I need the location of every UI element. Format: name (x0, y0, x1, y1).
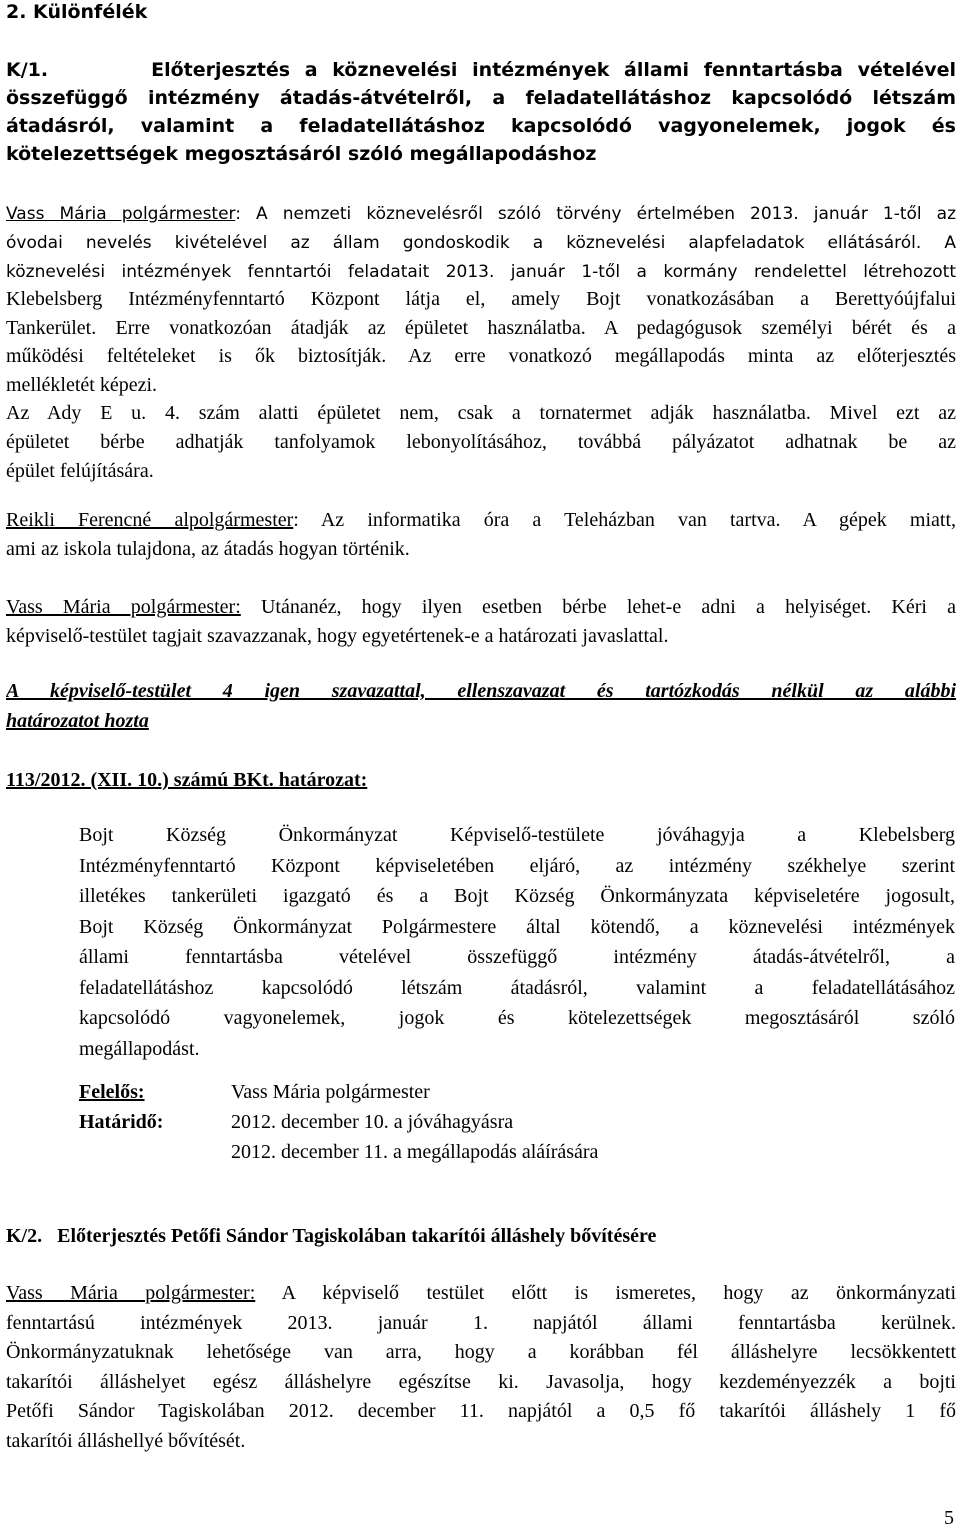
resolution-text (79, 820, 955, 1064)
k1-p1-line-9: épületet bérbe adhatják tanfolyamok lebonyolításához, továbbá pályázatot adhatnak be az (6, 430, 956, 453)
deadline-values (231, 1107, 598, 1167)
resolution-line-5: állami fenntartásba vételével összefüggő intézmény átadás-átvételről, a (79, 946, 955, 968)
deadline-value-1: 2012. december 10. a jóváhagyásra (231, 1111, 514, 1133)
k2-line-2: fenntartású intézmények 2013. január 1. napjától állami fenntartásba kerülnek. (6, 1311, 956, 1334)
vote-statement (6, 676, 956, 745)
k2-line-1-text: A képviselő testület előtt is ismeretes, hogy az önkormányzati (255, 1282, 956, 1304)
k1-p1-line-1-text: : A nemzeti köznevelésről szóló törvény értelmében 2013. január 1-től az (235, 204, 956, 224)
k2-title-text: Előterjesztés Petőfi Sándor Tagiskolában takarítói álláshely bővítésére (57, 1225, 657, 1247)
k1-p3-line-2: képviselő-testület tagjait szavazzanak, hogy egyetértenek-e a határozati javaslattal. (6, 625, 669, 647)
k1-p1-line-3: köznevelési intézmények fenntartói feladatait 2013. január 1-től a kormány rendelettel létrehozott (6, 262, 956, 282)
k1-p1-line-5: Tankerület. Erre vonatkozóan átadják az épületet használatba. A pedagógusok személyi bérét és a (6, 316, 956, 339)
k1-p2-speaker: Reikli Ferencné alpolgármester (6, 509, 294, 531)
k2-line-1 (6, 1279, 956, 1309)
k1-title-line-1-text: Előterjesztés a köznevelési intézmények állami fenntartásba vételével (151, 59, 956, 81)
k1-title-line-2: összefüggő intézmény átadás-átvételről, a feladatellátáshoz kapcsolódó létszám (6, 87, 956, 109)
k1-p1-line-10: épület felújítására. (6, 459, 154, 482)
k1-title (6, 56, 956, 168)
k1-p1-line-6: működési feltételeket is ők biztosítják. Az erre vonatkozó megállapodás minta az előterjesztés (6, 345, 956, 368)
resolution-line-8: megállapodást. (79, 1037, 200, 1060)
resolution-line-3: illetékes tankerületi igazgató és a Bojt Község Önkormányzata képviseletére jogosult, (79, 885, 955, 907)
k2-title (6, 1222, 656, 1250)
k2-paragraph (6, 1279, 956, 1456)
k1-p1-speaker: Vass Mária polgármester (6, 204, 236, 224)
k2-number: K/2. (6, 1225, 43, 1247)
k1-p1-line-2: óvodai nevelés kivételével az állam gondoskodik a köznevelési alapfeladatok ellátásáról. A (6, 233, 956, 253)
k1-paragraph-2 (6, 506, 956, 564)
k2-line-4: takarítói álláshelyet egész álláshelyre egészítse ki. Javasolja, hogy kezdeményezzék a bojti (6, 1370, 956, 1393)
k1-title-line-3: átadásról, valamint a feladatellátáshoz kapcsolódó vagyonelemek, jogok és (6, 115, 956, 137)
k1-title-line-4: kötelezettségek megosztásáról szóló megállapodáshoz (6, 143, 597, 165)
k1-title-line-1 (6, 56, 956, 84)
k1-p1-line-7: mellékletét képezi. (6, 373, 158, 396)
k2-speaker: Vass Mária polgármester: (6, 1282, 256, 1304)
vote-line-2: határozatot hozta (6, 710, 149, 732)
responsible-label: Felelős: (79, 1081, 145, 1103)
resolution-line-4: Bojt Község Önkormányzat Polgármestere által kötendő, a köznevelési intézmények (79, 915, 955, 938)
k1-paragraph-1 (6, 200, 956, 287)
k1-p1-line-4: Klebelsberg Intézményfenntartó Központ látja el, amely Bojt vonatkozásában a Berettyóújfalui (6, 288, 956, 310)
deadline-label: Határidő: (79, 1111, 164, 1133)
k1-p3-line-1 (6, 593, 956, 622)
k2-line-5: Petőfi Sándor Tagiskolában 2012. december 11. napjától a 0,5 fő takarítói álláshely 1 fő (6, 1400, 956, 1422)
deadline-value-2: 2012. december 11. a megállapodás aláírására (231, 1141, 599, 1163)
k1-p1-line-1 (6, 200, 956, 229)
k1-p2-line-2: ami az iskola tulajdona, az átadás hogyan történik. (6, 538, 410, 560)
section-heading: 2. Különfélék (6, 1, 148, 23)
k1-p2-line-1-text: : Az informatika óra a Teleházban van tartva. A gépek miatt, (293, 509, 956, 531)
responsible-value: Vass Mária polgármester (231, 1081, 430, 1103)
vote-line-1: A képviselő-testület 4 igen szavazattal, ellenszavazat és tartózkodás nélkül az alábbi (6, 680, 956, 702)
k1-p2-line-1 (6, 506, 956, 535)
k1-p3-line-1-text: Utánanéz, hogy ilyen esetben bérbe lehet-e adni a helyiséget. Kéri a (240, 596, 956, 618)
k1-p1-line-8: Az Ady E u. 4. szám alatti épületet nem, csak a tornatermet adják használatba. Mivel ezt az (6, 402, 956, 425)
resolution-line-7: kapcsolódó vagyonelemek, jogok és kötelezettségek megosztásáról szóló (79, 1007, 955, 1029)
k1-number: K/1. (6, 59, 49, 81)
k1-paragraph-3 (6, 593, 956, 651)
resolution-line-2: Intézményfenntartó Központ képviseletében eljáró, az intézmény székhelye szerint (79, 854, 955, 877)
k1-paragraph-1-cont (6, 285, 956, 485)
resolution-line-6: feladatellátáshoz kapcsolódó létszám átadásról, valamint a feladatellátásához (79, 976, 955, 999)
resolution-line-1: Bojt Község Önkormányzat Képviselő-testülete jóváhagyja a Klebelsberg (79, 824, 955, 846)
k1-p3-speaker: Vass Mária polgármester: (6, 596, 241, 618)
k2-line-6: takarítói álláshellyé bővítését. (6, 1429, 246, 1452)
resolution-title: 113/2012. (XII. 10.) számú BKt. határozat: (6, 769, 368, 791)
k2-line-3: Önkormányzatuknak lehetősége van arra, hogy a korábban fél álláshelyre lecsökkentett (6, 1341, 956, 1363)
page-number: 5 (944, 1507, 954, 1529)
